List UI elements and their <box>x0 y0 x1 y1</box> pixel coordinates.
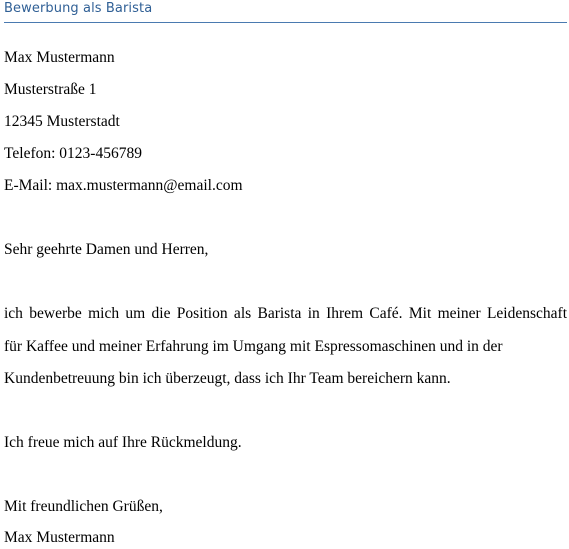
valediction: Mit freundlichen Grüßen, <box>4 498 163 515</box>
salutation: Sehr geehrte Damen und Herren, <box>4 241 209 258</box>
sender-street: Musterstraße 1 <box>4 81 97 98</box>
sender-email: E-Mail: max.mustermann@email.com <box>4 177 243 194</box>
body-paragraph-line: ich bewerbe mich um die Position als Barista in Ihrem Café. Mit meiner Leidenschaft <box>4 305 567 322</box>
sender-phone: Telefon: 0123-456789 <box>4 145 142 162</box>
body-paragraph-line: Kundenbetreuung bin ich überzeugt, dass ich Ihr Team bereichern kann. <box>4 370 451 387</box>
document-header <box>4 0 567 23</box>
closing-sentence: Ich freue mich auf Ihre Rückmeldung. <box>4 434 242 451</box>
signature-name: Max Mustermann <box>4 529 115 546</box>
body-paragraph-line: für Kaffee und meiner Erfahrung im Umgang mit Espressomaschinen und in der <box>4 338 503 355</box>
sender-name: Max Mustermann <box>4 49 115 66</box>
document-title: Bewerbung als Barista <box>4 1 153 16</box>
sender-city: 12345 Musterstadt <box>4 113 120 130</box>
